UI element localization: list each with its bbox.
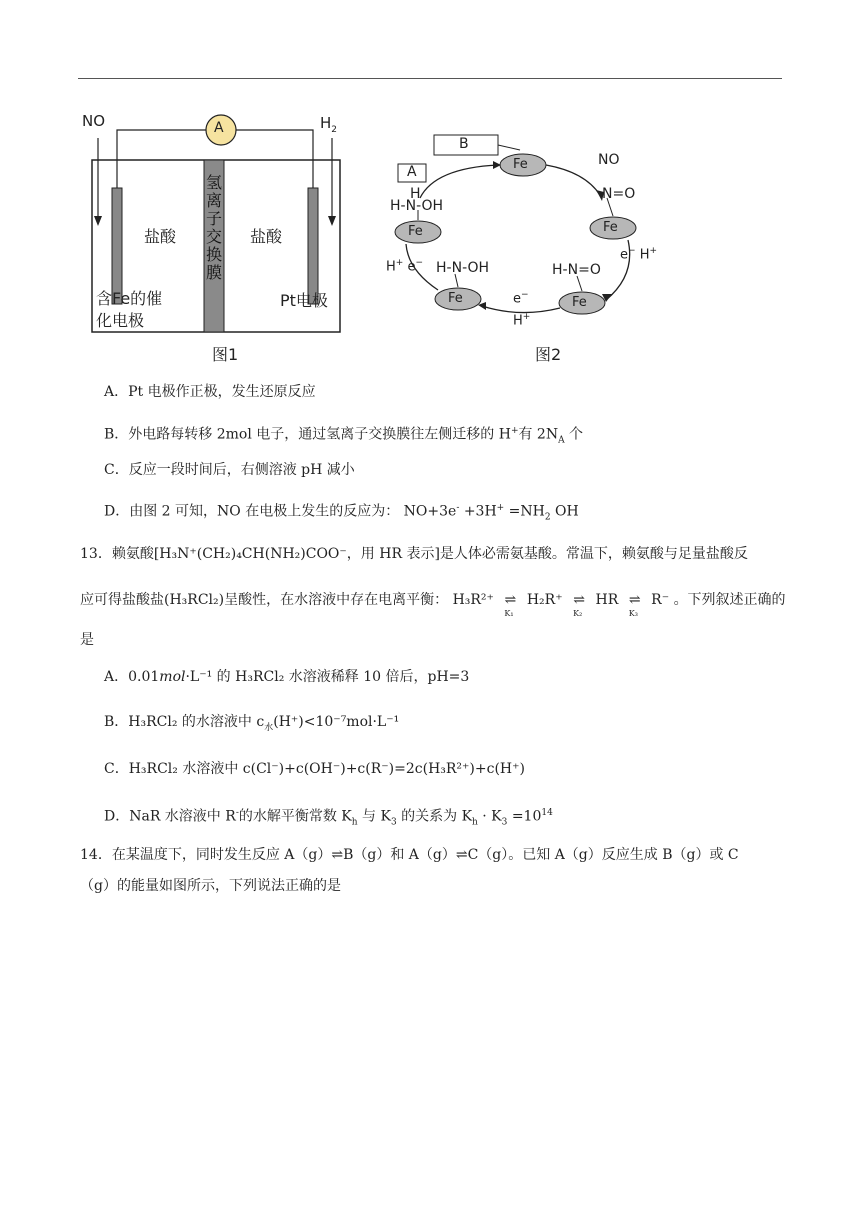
left-solution-label: 盐酸 (144, 227, 177, 246)
ammeter-label: A (214, 120, 224, 136)
q13-option-d: D．NaR 水溶液中 R-的水解平衡常数 $K_h$ 与 $K_3$ 的关系为 $K_h \cdot K_3 =10^{14}$ (104, 808, 553, 828)
fe-no-structure: N=O (602, 186, 636, 202)
no-gas-label: NO (82, 112, 106, 130)
fig2-box-b: B (459, 136, 469, 152)
membrane-label: 氢 离 子 交 换 膜 (205, 173, 222, 282)
q14-stem-line-1: 14．在某温度下，同时发生反应 A（g）⇌B（g）和 A（g）⇌C（g）。已知 A（g）反应生成 B（g）或 C (80, 847, 739, 863)
header-rule (78, 78, 782, 79)
left-electrode-label-2: 化电极 (96, 311, 145, 330)
figure-2-caption: 图2 (535, 345, 562, 364)
right-solution-label: 盐酸 (250, 227, 283, 246)
right-electrode-label: Pt电极 (280, 291, 328, 310)
hno-structure: H-N=O (552, 262, 601, 278)
proton-label-bottom: H+ (513, 312, 531, 329)
figure-1-electrolytic-cell (80, 110, 350, 369)
q12-option-c: C．反应一段时间后，右侧溶液 pH 减小 (104, 462, 355, 478)
q13-option-c: C．H₃RCl₂ 水溶液中 c(Cl⁻)+c(OH⁻)+c(R⁻)=2c(H₃R²⁺)+c(H⁺) (104, 761, 525, 777)
nh2oh-structure: H-N-OH (390, 198, 444, 214)
q14-stem-line-2: （g）的能量如图所示，下列说法正确的是 (80, 878, 341, 894)
electron-label-right: e− H+ (620, 246, 658, 263)
fe-label-bottom-left: Fe (448, 291, 463, 306)
q13-stem-line-2: 应可得盐酸盐(H₃RCl₂)呈酸性，在水溶液中存在电离平衡： H₃R²⁺ ⇌ K₁ H₂R⁺ ⇌ K₂ HR ⇌ K₃ R⁻ 。下列叙述正确的 (80, 592, 786, 618)
left-electrode-label: 含Fe的催 (96, 289, 163, 308)
no-label-fig2: NO (598, 152, 620, 168)
h2-gas-label: $H_2$ (320, 114, 338, 135)
q13-stem-line-1: 13．赖氨酸[H₃N⁺(CH₂)₄CH(NH₂)COO⁻，用 HR 表示]是人体必需氨基酸。常温下，赖氨酸与足量盐酸反 (80, 546, 748, 562)
figure-1-caption: 图1 (212, 345, 239, 364)
electron-label-bottom: e− (513, 290, 529, 307)
fe-label-bottom-right: Fe (572, 295, 587, 310)
q13-option-a: A．0.01mol·L⁻¹ 的 H₃RCl₂ 水溶液稀释 10 倍后，pH=3 (104, 669, 470, 685)
q13-option-b: B．H₃RCl₂ 的水溶液中 $c_水(H^+)<10^{-7}mol\cdot L^{-1}$ (104, 714, 400, 733)
nh2oh-structure-h: H (410, 186, 421, 202)
figure-2-reaction-cycle (380, 110, 680, 369)
electron-label-left: H+ e− (386, 258, 424, 275)
q12-option-d: D．由图 2 可知，NO 在电极上发生的反应为： $NO+3e^- +3H^+ =NH_2$ OH (104, 503, 579, 523)
q12-option-a: A．Pt 电极作正极，发生还原反应 (104, 384, 316, 400)
fe-label-left: Fe (408, 224, 423, 239)
hnoh-structure: H-N-OH (436, 260, 490, 276)
fig2-box-a: A (407, 164, 417, 180)
q13-stem-line-3: 是 (80, 632, 94, 648)
ionization-equilibrium: H₃R²⁺ ⇌ K₁ H₂R⁺ ⇌ K₂ HR ⇌ K₃ R⁻ (452, 592, 670, 618)
q12-option-b: B．外电路每转移 2mol 电子，通过氢离子交换膜往左侧迁移的 H+有 $2N_A$ 个 (104, 426, 584, 446)
fe-label-right: Fe (603, 220, 618, 235)
fe-label-top: Fe (513, 157, 528, 172)
